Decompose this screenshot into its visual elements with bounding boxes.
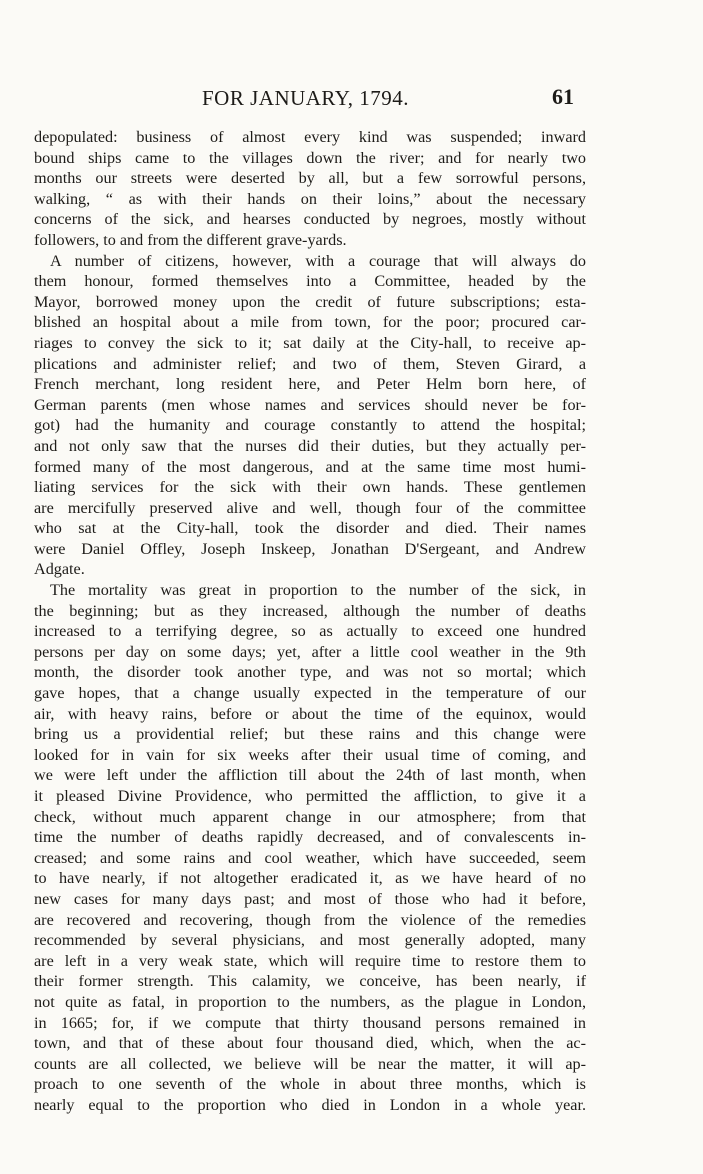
text-line: concerns of the sick, and hearses conducted by negroes, mostly without: [34, 210, 586, 229]
text-line: French merchant, long resident here, and Peter Helm born here, of: [34, 375, 586, 394]
text-line: counts are all collected, we believe will be near the matter, it will ap-: [34, 1054, 586, 1073]
text-line: check, without much apparent change in our atmosphere; from that: [34, 807, 586, 826]
text-line: creased; and some rains and cool weather, which have succeeded, seem: [34, 848, 586, 867]
text-line: to have nearly, if not altogether eradicated it, as we have heard of no: [34, 869, 586, 888]
page-header: [0, 86, 703, 116]
page-number: 61: [552, 84, 574, 109]
text-line: and not only saw that the nurses did their duties, but they actually per-: [34, 436, 586, 455]
text-line: air, with heavy rains, before or about the time of the equinox, would: [34, 704, 586, 723]
text-line: followers, to and from the different grave-yards.: [34, 230, 347, 249]
text-line: nearly equal to the proportion who died in London in a whole year.: [34, 1095, 586, 1114]
text-line: walking, “ as with their hands on their loins,” about the necessary: [34, 189, 586, 208]
text-line: we were left under the affliction till about the 24th of last month, when: [34, 766, 586, 785]
text-line: gave hopes, that a change usually expected in the temperature of our: [34, 684, 586, 703]
text-line: blished an hospital about a mile from town, for the poor; procured car-: [34, 313, 586, 332]
text-line: not quite as fatal, in proportion to the numbers, as the plague in London,: [34, 992, 586, 1011]
text-line: plications and administer relief; and two of them, Steven Girard, a: [34, 354, 586, 373]
text-line: month, the disorder took another type, and was not so mortal; which: [34, 663, 586, 682]
text-line: recommended by several physicians, and most generally adopted, many: [34, 931, 586, 950]
text-line: Adgate.: [34, 560, 85, 579]
text-line: months our streets were deserted by all, but a few sorrowful persons,: [34, 169, 586, 188]
text-line: in 1665; for, if we compute that thirty thousand persons remained in: [34, 1013, 586, 1032]
text-line: who sat at the City-hall, took the disorder and died. Their names: [34, 519, 586, 538]
text-line: time the number of deaths rapidly decreased, and of convalescents in-: [34, 828, 586, 847]
text-line: bound ships came to the villages down the river; and for nearly two: [34, 148, 586, 167]
text-line: it pleased Divine Providence, who permitted the affliction, to give it a: [34, 787, 586, 805]
text-line: their former strength. This calamity, we conceive, has been nearly, if: [34, 972, 586, 991]
text-line: persons per day on some days; yet, after a little cool weather in the 9th: [34, 642, 586, 661]
text-line: town, and that of these about four thousand died, which, when the ac-: [34, 1034, 586, 1053]
paragraph-start-line: A number of citizens, however, with a courage that will always do: [50, 251, 586, 270]
text-line: got) had the humanity and courage constantly to attend the hospital;: [34, 416, 586, 435]
text-line: the beginning; but as they increased, although the number of deaths: [34, 601, 586, 620]
text-line: formed many of the most dangerous, and at the same time most humi-: [34, 457, 586, 476]
text-line: proach to one seventh of the whole in about three months, which is: [34, 1075, 586, 1094]
running-title: FOR JANUARY, 1794.: [202, 86, 409, 110]
text-line: bring us a providential relief; but these rains and this change were: [34, 725, 586, 744]
text-line: them honour, formed themselves into a Committee, headed by the: [34, 272, 586, 291]
text-line: German parents (men whose names and services should never be for-: [34, 395, 586, 414]
text-line: riages to convey the sick to it; sat daily at the City-hall, to receive ap-: [34, 333, 586, 352]
text-line: liating services for the sick with their own hands. These gentlemen: [34, 478, 586, 497]
text-line: looked for in vain for six weeks after their usual time of coming, and: [34, 745, 586, 764]
text-line: Mayor, borrowed money upon the credit of future subscriptions; esta-: [34, 292, 586, 311]
text-line: are mercifully preserved alive and well, though four of the committee: [34, 498, 586, 517]
text-line: were Daniel Offley, Joseph Inskeep, Jonathan D'Sergeant, and Andrew: [34, 539, 586, 558]
text-line: are left in a very weak state, which will require time to restore them to: [34, 951, 586, 970]
paragraph-start-line: The mortality was great in proportion to the number of the sick, in: [50, 581, 586, 600]
text-line: are recovered and recovering, though from the violence of the remedies: [34, 910, 586, 929]
body-text: [34, 127, 586, 1116]
text-line: increased to a terrifying degree, so as actually to exceed one hundred: [34, 622, 586, 641]
text-line: new cases for many days past; and most of those who had it before,: [34, 889, 586, 908]
text-line: depopulated: business of almost every kind was suspended; inward: [34, 128, 586, 146]
